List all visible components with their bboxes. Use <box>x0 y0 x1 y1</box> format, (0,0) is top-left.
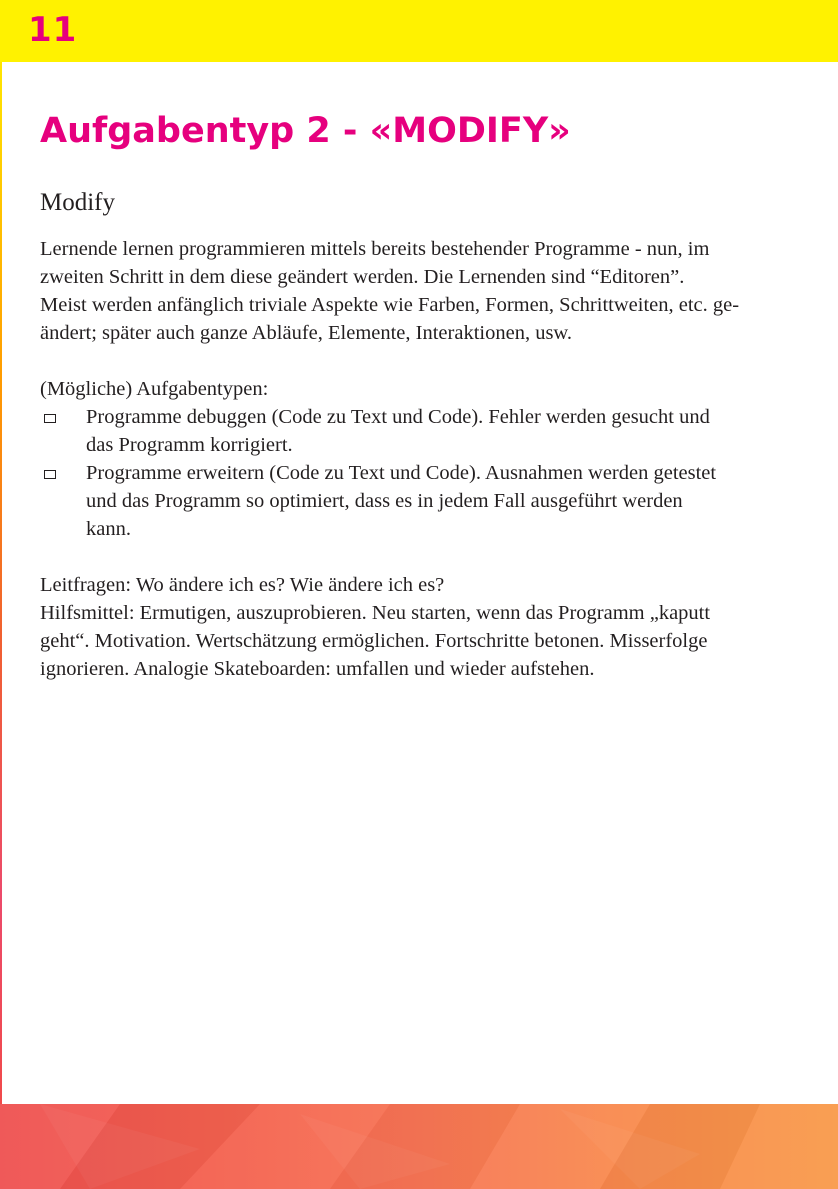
list-item-line: kann. <box>86 518 131 540</box>
guides-line: Leitfragen: Wo ändere ich es? Wie ändere ich es? <box>40 574 445 596</box>
header-bar <box>0 0 838 62</box>
intro-line: zweiten Schritt in dem diese geändert werden. Die Lernenden sind “Editoren”. <box>40 266 685 288</box>
checkbox-icon <box>44 414 56 423</box>
list-item <box>40 403 820 459</box>
intro-line: ändert; später auch ganze Abläufe, Elemente, Interaktionen, usw. <box>40 322 573 344</box>
intro-line: Meist werden anfänglich triviale Aspekte wie Farben, Formen, Schrittweiten, etc. ge- <box>40 294 740 316</box>
list-item-line: Programme debuggen (Code zu Text und Code). Fehler werden gesucht und <box>86 406 710 428</box>
guides-line: Hilfsmittel: Ermutigen, auszuprobieren. Neu starten, wenn das Programm „kaputt <box>40 602 711 624</box>
intro-line: Lernende lernen programmieren mittels bereits bestehender Programme - nun, im <box>40 238 710 260</box>
section-heading: Modify <box>40 189 115 216</box>
page-title: Aufgabentyp 2 - «MODIFY» <box>40 111 571 151</box>
page-number: 11 <box>28 10 78 50</box>
list-item-line: und das Programm so optimiert, dass es in jedem Fall ausgeführt werden <box>86 490 683 512</box>
guides-paragraph <box>40 571 800 683</box>
guides-line: ignorieren. Analogie Skateboarden: umfallen und wieder aufstehen. <box>40 658 595 680</box>
guides-line: geht“. Motivation. Wertschätzung ermöglichen. Fortschritte betonen. Misserfolge <box>40 630 708 652</box>
list-item-line: Programme erweitern (Code zu Text und Code). Ausnahmen werden getestet <box>86 462 717 484</box>
list-item <box>40 459 820 543</box>
footer-pattern <box>0 1104 838 1189</box>
intro-paragraph <box>40 235 800 347</box>
list-item-line: das Programm korrigiert. <box>86 434 293 456</box>
left-edge-stripe <box>0 62 2 1104</box>
task-types-label: (Mögliche) Aufgabentypen: <box>40 378 269 400</box>
task-types-list <box>40 403 820 543</box>
footer-band <box>0 1104 838 1189</box>
checkbox-icon <box>44 470 56 479</box>
